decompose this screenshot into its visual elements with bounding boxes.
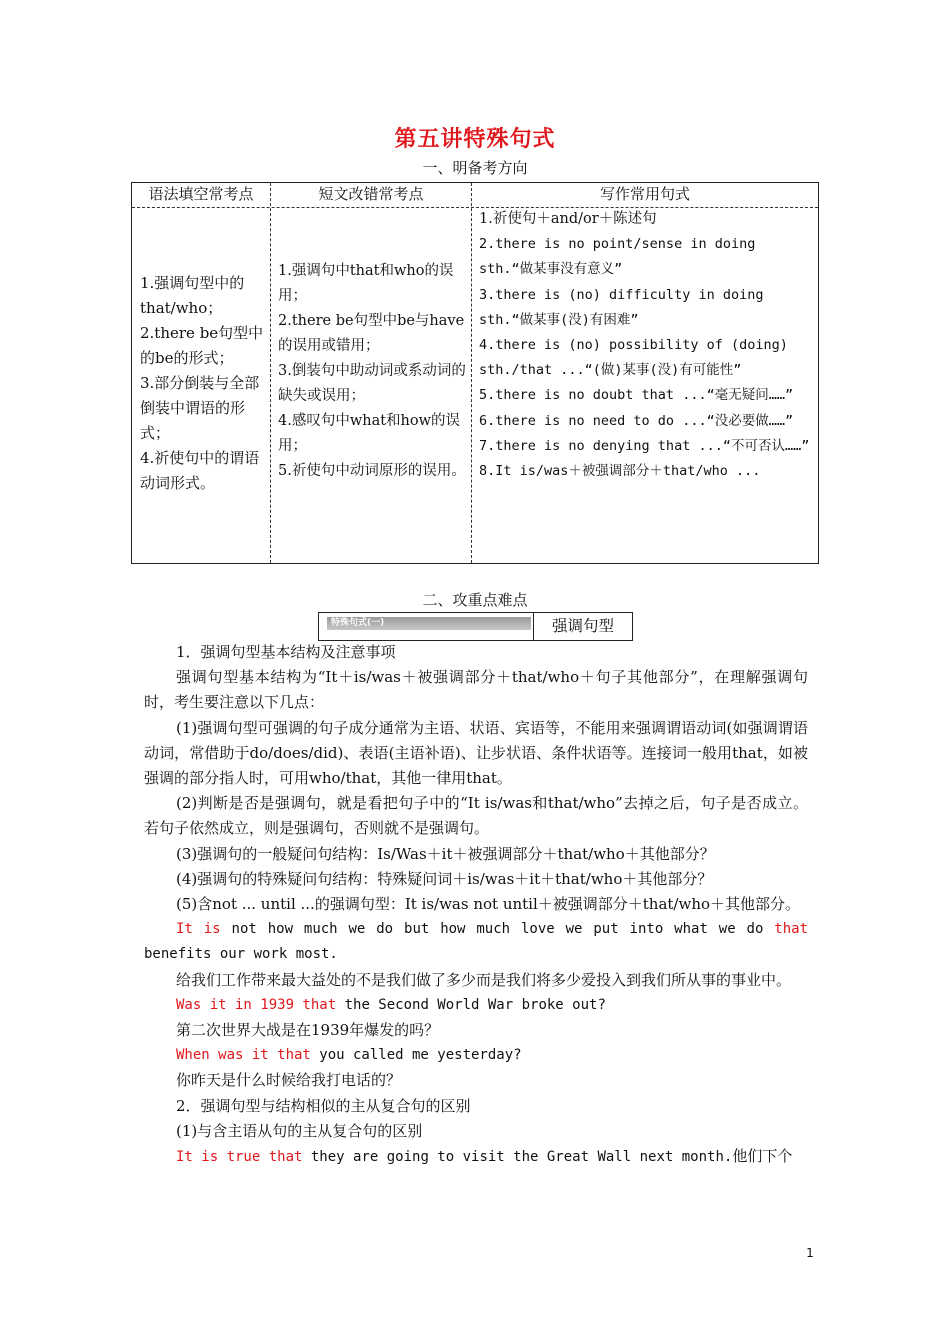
subheading: (1)与含主语从句的主从复合句的区别 — [176, 1121, 423, 1140]
table-header-writing-patterns: 写作常用句式 — [599, 185, 690, 203]
paragraph: (3)强调句的一般疑问句结构：Is/Was＋it＋被强调部分＋that/who＋其他部分？ — [176, 844, 715, 863]
list-item: 2.there is no point/sense in doing sth.“做某事没有意义” — [479, 236, 756, 278]
list-item: 2.there be句型中的be的形式； — [140, 324, 264, 367]
highlight: that — [774, 921, 808, 938]
list-item: 5.there is no doubt that ...“毫无疑问……” — [479, 387, 794, 404]
list-item: 7.there is no denying that ...“不可否认……” — [479, 437, 810, 454]
table-column-divider — [270, 183, 271, 563]
list-item: 2.there be句型中be与have的误用或错用； — [278, 313, 465, 354]
example-sentence — [144, 1144, 808, 1170]
subheading: 2．强调句型与结构相似的主从复合句的区别 — [176, 1096, 471, 1115]
badge-category-label: 特殊句式(一) — [327, 617, 531, 630]
list-item: 4.祈使句中的谓语动词形式。 — [140, 449, 260, 492]
list-item: 3.部分倒装与全部倒装中谓语的形式； — [140, 374, 260, 442]
paragraph: 强调句型基本结构为“It＋is/was＋被强调部分＋that/who＋句子其他部分”，在理解强调句时，考生要注意以下几点： — [144, 668, 808, 712]
example-text: they are going to visit the Great Wall next month. — [302, 1149, 733, 1166]
list-item: 1.强调句型中的that/who； — [140, 274, 245, 317]
list-item: 3.there is (no) difficulty in doing sth.“做某事(没)有困难” — [479, 286, 764, 328]
example-sentence — [144, 917, 808, 942]
page-number: 1 — [806, 1246, 814, 1260]
body-text — [144, 640, 808, 1170]
list-item: 6.there is no need to do ...“没必要做……” — [479, 412, 794, 429]
subheading: 1．强调句型基本结构及注意事项 — [176, 643, 396, 661]
exam-points-table — [131, 182, 819, 564]
paragraph: (2)判断是否是强调句，就是看把句子中的“It is/was和that/who”去掉之后，句子是否成立。若句子依然成立，则是强调句，否则就不是强调句。 — [144, 794, 808, 838]
table-cell-writing-patterns — [479, 207, 811, 484]
example-sentence — [144, 993, 808, 1018]
table-cell-error-correction — [278, 259, 466, 484]
list-item: 4.there is (no) possibility of (doing) sth./that ...“(做)某事(没)有可能性” — [479, 337, 788, 379]
topic-badge — [318, 612, 633, 641]
section-heading-2: 二、攻重点难点 — [422, 591, 528, 609]
example-sentence — [144, 1043, 808, 1068]
example-translation: 第二次世界大战是在1939年爆发的吗？ — [176, 1021, 440, 1040]
section-heading-1: 一、明备考方向 — [422, 159, 528, 177]
example-translation: 给我们工作带来最大益处的不是我们做了多少而是我们将多少爱投入到我们所从事的事业中。 — [176, 970, 792, 989]
page-title: 第五讲特殊句式 — [394, 127, 556, 152]
badge-topic-label: 强调句型 — [551, 617, 614, 635]
paragraph: (4)强调句的特殊疑问句结构：特殊疑问词＋is/was＋it＋that/who＋其他部分？ — [176, 869, 713, 888]
highlight: Was it in 1939 that — [176, 996, 337, 1013]
example-translation: 他们下个 — [732, 1147, 793, 1166]
paragraph: (5)含not ... until ...的强调句型：It is/was not until＋被强调部分＋that/who＋其他部分。 — [176, 895, 801, 914]
list-item: 4.感叹句中what和how的误用； — [278, 413, 461, 454]
highlight: It is true that — [176, 1149, 303, 1166]
example-text: the Second World War broke out? — [336, 996, 606, 1013]
example-translation: 你昨天是什么时候给我打电话的？ — [176, 1071, 402, 1090]
highlight: It is — [176, 921, 221, 938]
example-sentence-cont: benefits our work most. — [144, 946, 338, 963]
list-item: 8.It is/was＋被强调部分＋that/who ... — [479, 463, 761, 480]
example-text: you called me yesterday? — [310, 1047, 522, 1064]
highlight: When was it that — [176, 1047, 311, 1064]
list-item: 1.祈使句＋and/or＋陈述句 — [479, 211, 657, 227]
table-header-grammar-fill: 语法填空常考点 — [148, 185, 254, 203]
table-cell-grammar-fill — [140, 271, 264, 496]
list-item: 5.祈使句中动词原形的误用。 — [278, 463, 466, 479]
table-column-divider — [471, 183, 472, 563]
list-item: 1.强调句中that和who的误用； — [278, 263, 454, 304]
list-item: 3.倒装句中助动词或系动词的缺失或误用； — [278, 363, 466, 404]
paragraph: (1)强调句型可强调的句子成分通常为主语、状语、宾语等，不能用来强调谓语动词(如强调谓语动词，常借助于do/does/did)、表语(主语补语)、让步状语、条件状语等。连接词一般用that，如被强调的部分指人时，可用who/that，其他一律用that。 — [144, 718, 808, 788]
example-text: not how much we do but how much love we put into what we do — [220, 921, 775, 938]
table-header-error-correction: 短文改错常考点 — [318, 185, 424, 203]
